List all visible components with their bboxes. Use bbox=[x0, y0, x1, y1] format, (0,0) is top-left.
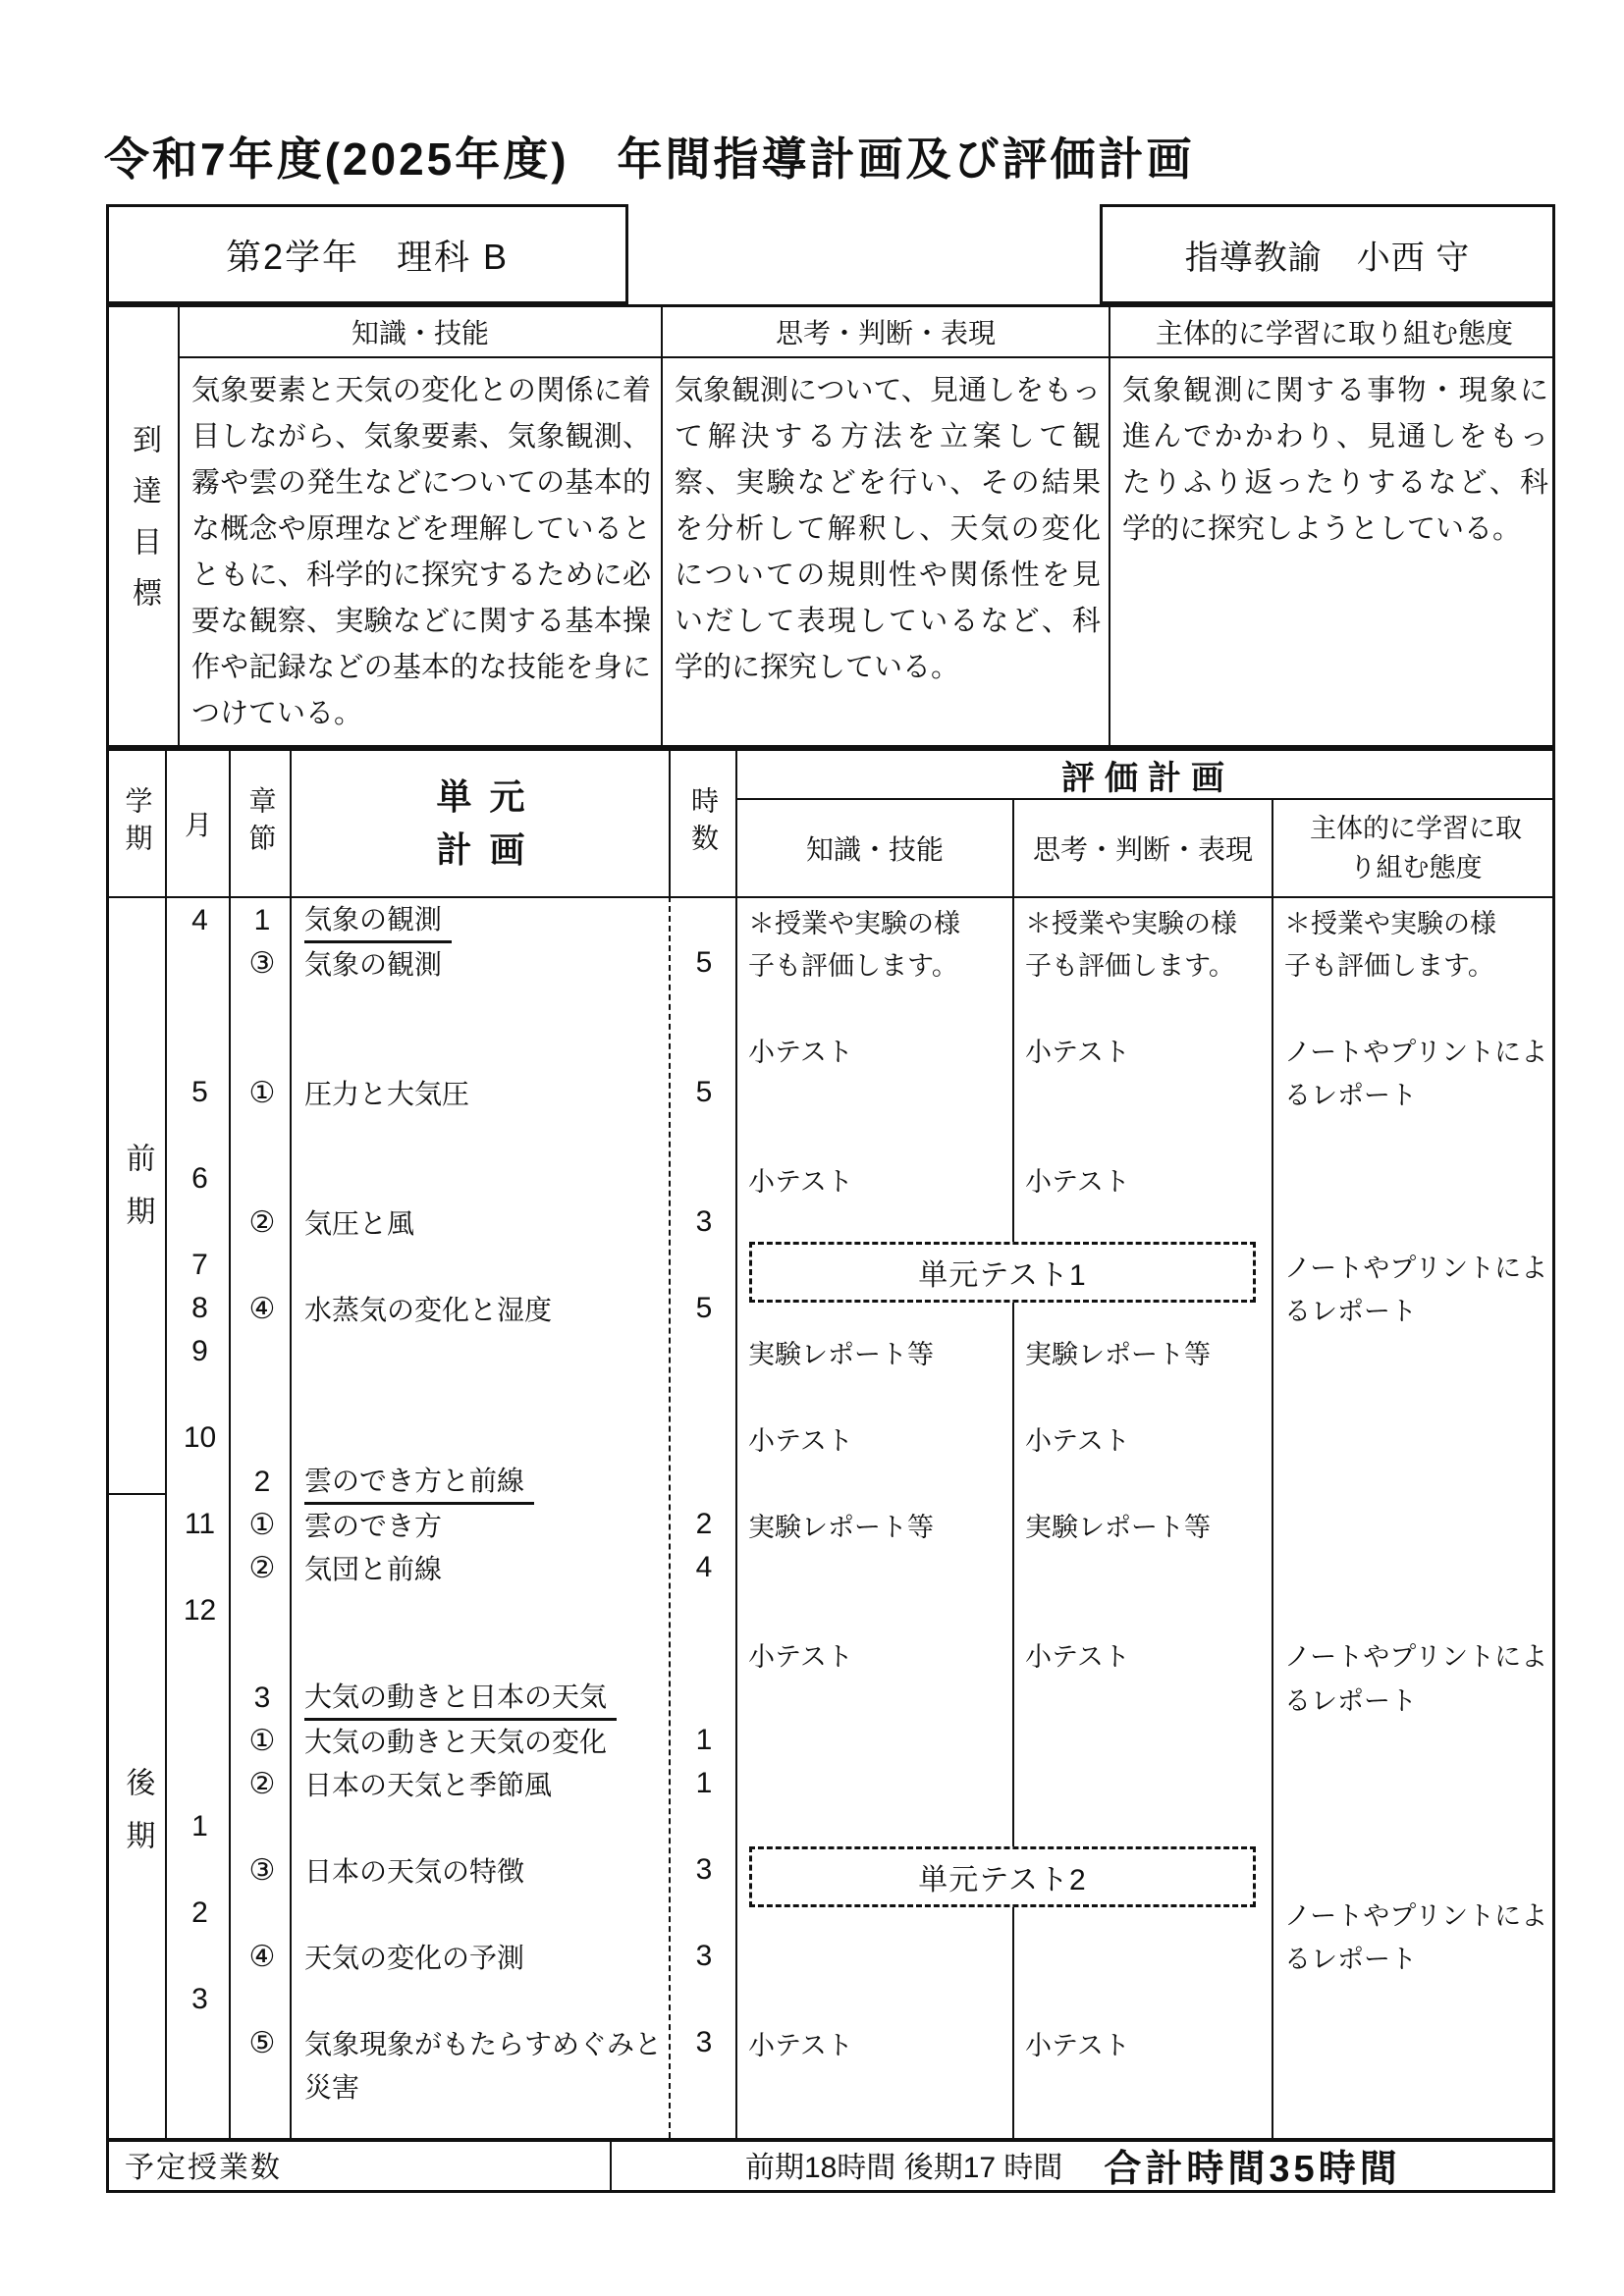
chapter-cell: ② bbox=[248, 1767, 276, 1800]
chapter-cell: ① bbox=[248, 1508, 276, 1541]
unit-cell: 日本の天気の特徴 bbox=[304, 1856, 525, 1887]
col-header-month: 月 bbox=[184, 810, 212, 840]
footer-hours-breakdown: 前期18時間 後期17 時間 bbox=[745, 2152, 1063, 2184]
col-header-eval-thinking: 思考・判断・表現 bbox=[1032, 834, 1253, 865]
divider bbox=[610, 2142, 612, 2190]
schedule-row bbox=[168, 985, 1558, 1028]
footer-hours-total: 合計時間35時間 bbox=[1104, 2148, 1401, 2190]
eval2-cell: 子も評価します。 bbox=[1025, 950, 1235, 981]
divider bbox=[1109, 307, 1110, 745]
chapter-cell: ⑤ bbox=[248, 2026, 276, 2059]
schedule-row bbox=[168, 1762, 1558, 1805]
hours-cell: 3 bbox=[695, 1205, 713, 1238]
goals-section bbox=[106, 304, 1555, 748]
chapter-cell: ② bbox=[248, 1551, 276, 1584]
goals-header-knowledge: 知識・技能 bbox=[351, 318, 489, 348]
goals-header-attitude: 主体的に学習に取り組む態度 bbox=[1155, 318, 1513, 348]
chapter-cell: ③ bbox=[248, 946, 276, 980]
schedule-row bbox=[168, 1978, 1558, 2021]
col-header-unit-line1: 単元 bbox=[436, 776, 543, 817]
schedule-row bbox=[168, 1071, 1558, 1114]
eval2-cell: 小テスト bbox=[1025, 1425, 1130, 1456]
eval3-cell: 子も評価します。 bbox=[1284, 950, 1494, 981]
col-header-eval-attitude-line2: り組む態度 bbox=[1349, 853, 1483, 882]
schedule-row bbox=[168, 1330, 1558, 1373]
divider bbox=[165, 751, 167, 2138]
month-cell: 6 bbox=[191, 1162, 208, 1195]
unit-title-underlined: 気象の観測 bbox=[304, 898, 452, 943]
hours-cell: 3 bbox=[695, 1853, 713, 1886]
schedule-table bbox=[106, 748, 1555, 2142]
eval2-cell: ＊授業や実験の様 bbox=[1025, 908, 1237, 938]
schedule-row bbox=[168, 1719, 1558, 1762]
col-header-unit-plan bbox=[293, 751, 669, 896]
schedule-row bbox=[168, 2021, 1558, 2064]
month-cell: 11 bbox=[184, 1508, 216, 1540]
month-cell: 4 bbox=[191, 904, 208, 936]
col-header-evaluation-plan: 評価計画 bbox=[1061, 759, 1234, 797]
schedule-row bbox=[168, 1416, 1558, 1460]
unit-cell: 圧力と大気圧 bbox=[304, 1079, 470, 1109]
col-header-eval-attitude bbox=[1273, 800, 1558, 896]
unit-cell: 大気の動きと天気の変化 bbox=[304, 1727, 608, 1757]
month-cell: 10 bbox=[183, 1421, 217, 1454]
unit-cell: 天気の変化の予測 bbox=[304, 1943, 525, 1973]
goals-body-thinking: 気象観測について、見通しをもって解決する方法を立案して観察、実験などを行い、その結果を分析して解釈し、天気の変化についての規則性や関係性を見いだして表現しているなど、科学的に探究している。 bbox=[675, 375, 1101, 683]
divider bbox=[178, 356, 1552, 358]
hours-cell: 5 bbox=[695, 946, 713, 979]
chapter-cell: 1 bbox=[253, 904, 271, 936]
schedule-row bbox=[168, 1157, 1558, 1201]
schedule-row bbox=[168, 1676, 1558, 1719]
unit-cell: 日本の天気と季節風 bbox=[304, 1770, 553, 1800]
schedule-row bbox=[168, 1460, 1558, 1503]
unit-cell bbox=[293, 898, 671, 943]
unit-cell: 気団と前線 bbox=[304, 1554, 443, 1584]
chapter-cell: ① bbox=[248, 1724, 276, 1757]
teacher-box bbox=[1100, 204, 1555, 304]
unit-cell: 水蒸気の変化と湿度 bbox=[304, 1295, 553, 1325]
eval2-cell: 実験レポート等 bbox=[1025, 1512, 1211, 1542]
unit-cell: 気圧と風 bbox=[304, 1208, 415, 1239]
schedule-row bbox=[168, 1546, 1558, 1589]
footer-label: 予定授業数 bbox=[125, 2152, 282, 2184]
goals-row-label: 到達目標 bbox=[128, 424, 160, 628]
eval1-cell: 小テスト bbox=[748, 1641, 853, 1672]
schedule-row bbox=[168, 1805, 1558, 1848]
schedule-row bbox=[168, 1589, 1558, 1632]
month-cell: 9 bbox=[191, 1335, 208, 1367]
schedule-row bbox=[168, 2064, 1558, 2108]
unit-cell: 災害 bbox=[304, 2072, 360, 2103]
hours-cell: 5 bbox=[695, 1076, 713, 1108]
page-title: 令和7年度(2025年度) 年間指導計画及び評価計画 bbox=[104, 133, 1195, 185]
month-cell: 2 bbox=[191, 1896, 208, 1929]
eval2-cell: 実験レポート等 bbox=[1025, 1339, 1211, 1369]
hours-cell: 5 bbox=[695, 1292, 713, 1324]
eval1-cell: 小テスト bbox=[748, 1037, 853, 1067]
chapter-cell: ③ bbox=[248, 1853, 276, 1887]
month-cell: 8 bbox=[191, 1292, 208, 1324]
semester-first-term: 前期 bbox=[121, 1143, 154, 1249]
schedule-row bbox=[168, 1373, 1558, 1416]
schedule-row bbox=[168, 1632, 1558, 1676]
teacher-label: 指導教諭 小西 守 bbox=[1184, 239, 1471, 277]
unit-title-underlined: 雲のでき方と前線 bbox=[304, 1460, 534, 1505]
unit-cell: 気象現象がもたらすめぐみと bbox=[304, 2029, 663, 2059]
eval3-cell: ノートやプリントによ bbox=[1284, 1253, 1548, 1283]
chapter-cell: ① bbox=[248, 1076, 276, 1109]
divider bbox=[661, 307, 663, 745]
eval3-cell: ノートやプリントによ bbox=[1284, 1900, 1548, 1931]
eval1-cell: 小テスト bbox=[748, 1425, 853, 1456]
schedule-row bbox=[168, 1935, 1558, 1978]
month-cell: 3 bbox=[191, 1983, 208, 2015]
eval1-cell: 子も評価します。 bbox=[748, 950, 958, 981]
unit-test-1-box: 単元テスト1 bbox=[749, 1242, 1256, 1303]
goals-header-thinking: 思考・判断・表現 bbox=[775, 318, 996, 348]
semester-second-term: 後期 bbox=[121, 1767, 154, 1873]
eval3-cell: るレポート bbox=[1284, 1296, 1417, 1326]
unit-cell: 雲のでき方 bbox=[304, 1511, 443, 1541]
chapter-cell: ④ bbox=[248, 1940, 276, 1973]
eval3-cell: るレポート bbox=[1284, 1685, 1417, 1716]
hours-cell: 1 bbox=[695, 1767, 713, 1799]
unit-cell bbox=[293, 1676, 671, 1721]
eval3-cell: ノートやプリントによ bbox=[1284, 1037, 1548, 1067]
schedule-row bbox=[168, 1028, 1558, 1071]
month-cell: 12 bbox=[183, 1594, 217, 1627]
class-box bbox=[106, 204, 628, 304]
col-header-hours: 時数 bbox=[688, 786, 719, 861]
eval3-cell: るレポート bbox=[1284, 1944, 1417, 1974]
goals-body-knowledge: 気象要素と天気の変化との関係に着目しながら、気象要素、気象観測、霧や雲の発生などについての基本的な概念や原理などを理解しているとともに、科学的に探究するために必要な観察、実験などに関する基本操作や記録などの基本的な技能を身につけている。 bbox=[191, 375, 651, 729]
hours-cell: 4 bbox=[695, 1551, 713, 1583]
eval1-cell: 小テスト bbox=[748, 1166, 853, 1197]
chapter-cell: ④ bbox=[248, 1292, 276, 1325]
col-header-unit-line2: 計画 bbox=[436, 829, 543, 870]
eval3-cell: ノートやプリントによ bbox=[1284, 1641, 1548, 1672]
unit-cell bbox=[293, 1460, 671, 1505]
hours-cell: 3 bbox=[695, 1940, 713, 1972]
goals-body-attitude: 気象観測に関する事物・現象に進んでかかわり、見通しをもったりふり返ったりするなど、科学的に探究しようとしている。 bbox=[1122, 375, 1548, 545]
unit-title-underlined: 大気の動きと日本の天気 bbox=[304, 1676, 617, 1721]
chapter-cell: ② bbox=[248, 1205, 276, 1239]
schedule-row bbox=[168, 1114, 1558, 1157]
eval2-cell: 小テスト bbox=[1025, 1037, 1130, 1067]
eval2-cell: 小テスト bbox=[1025, 2030, 1130, 2060]
schedule-row bbox=[168, 1201, 1558, 1244]
hours-cell: 3 bbox=[695, 2026, 713, 2058]
divider bbox=[178, 307, 180, 745]
eval1-cell: 実験レポート等 bbox=[748, 1339, 934, 1369]
col-header-chapter: 章節 bbox=[245, 786, 277, 861]
month-cell: 5 bbox=[191, 1076, 208, 1108]
col-header-semester: 学期 bbox=[122, 786, 153, 861]
footer-row bbox=[106, 2142, 1555, 2193]
month-cell: 7 bbox=[191, 1249, 208, 1281]
eval2-cell: 小テスト bbox=[1025, 1641, 1130, 1672]
eval1-cell: ＊授業や実験の様 bbox=[748, 908, 960, 938]
chapter-cell: 3 bbox=[253, 1682, 271, 1714]
footer-hours bbox=[745, 2142, 1401, 2190]
schedule-row bbox=[168, 941, 1558, 985]
col-header-eval-knowledge: 知識・技能 bbox=[805, 834, 944, 865]
unit-cell: 気象の観測 bbox=[304, 949, 443, 980]
eval1-cell: 実験レポート等 bbox=[748, 1512, 934, 1542]
chapter-cell: 2 bbox=[253, 1466, 271, 1498]
eval2-cell: 小テスト bbox=[1025, 1166, 1130, 1197]
eval1-cell: 小テスト bbox=[748, 2030, 853, 2060]
eval3-cell: るレポート bbox=[1284, 1080, 1417, 1110]
schedule-row bbox=[168, 1503, 1558, 1546]
unit-test-2-box: 単元テスト2 bbox=[749, 1846, 1256, 1907]
col-header-eval-attitude-line1: 主体的に学習に取 bbox=[1310, 814, 1522, 843]
class-label: 第2学年 理科 B bbox=[225, 236, 510, 277]
hours-cell: 2 bbox=[695, 1508, 713, 1540]
schedule-row bbox=[168, 898, 1558, 941]
eval3-cell: ＊授業や実験の様 bbox=[1284, 908, 1496, 938]
hours-cell: 1 bbox=[695, 1724, 713, 1756]
month-cell: 1 bbox=[191, 1810, 208, 1842]
